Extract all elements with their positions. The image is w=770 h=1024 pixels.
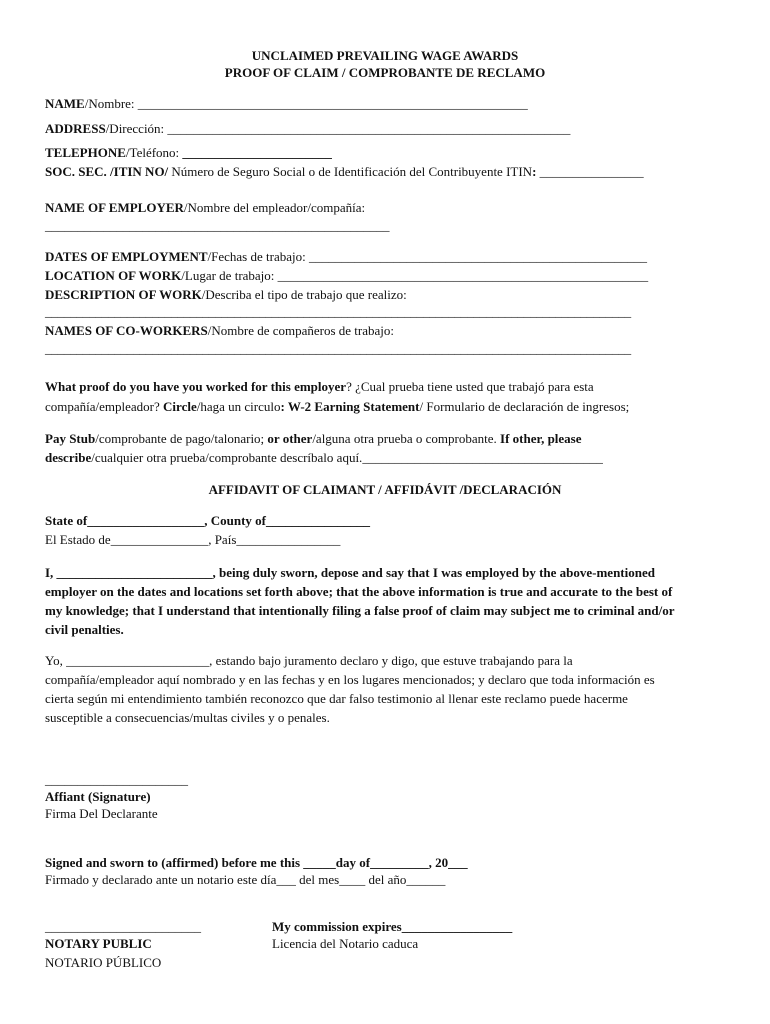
name-blank[interactable]: ____________________________________________________________ — [137, 96, 528, 111]
dates-blank[interactable]: ____________________________________________________ — [308, 249, 647, 264]
employer-label-es: /Nombre del empleador/compañía: — [183, 200, 366, 215]
address-label: ADDRESS — [45, 121, 106, 136]
proof-question-es: ? ¿Cual prueba tiene usted que trabajó para esta — [346, 379, 594, 394]
describe-label: describe — [45, 450, 92, 465]
telephone-blank[interactable]: _______________________ — [182, 145, 332, 160]
notary-block — [45, 917, 201, 972]
other-option-es: /alguna otra prueba o comprobante. — [312, 431, 501, 446]
describe-blank[interactable]: _____________________________________ — [362, 450, 603, 465]
paystub-option[interactable]: Pay Stub — [45, 431, 96, 446]
employer-label: NAME OF EMPLOYER — [45, 200, 184, 215]
address-row — [45, 119, 570, 138]
name-row — [45, 94, 528, 113]
describe-label-es: /cualquier otra prueba/comprobante descríbalo aquí. — [91, 450, 363, 465]
address-label-es: /Dirección: — [105, 121, 168, 136]
affidavit-heading: AFFIDAVIT OF CLAIMANT / AFFIDÁVIT /DECLARACIÓN — [208, 482, 562, 497]
form-subtitle: PROOF OF CLAIM / COMPROBANTE DE RECLAMO — [224, 65, 546, 80]
state-county-row[interactable]: State of__________________, County of________________ — [45, 513, 370, 528]
oath-en-line1: I, ________________________, being duly sworn, depose and say that I was employed by the above-mentioned — [45, 565, 655, 580]
location-label: LOCATION OF WORK — [45, 268, 182, 283]
coworkers-row — [45, 321, 394, 340]
oath-es-line1: Yo, ______________________, estando bajo juramento declaro y digo, que estuve trabajando para la — [45, 653, 573, 668]
coworkers-label: NAMES OF CO-WORKERS — [45, 323, 208, 338]
ssn-blank[interactable]: ________________ — [539, 164, 644, 179]
location-row — [45, 266, 648, 285]
oath-es-line2: compañía/empleador aquí nombrado y en las fechas y en los lugares mencionados; y declaro que toda información es — [45, 672, 655, 687]
location-label-es: /Lugar de trabajo: — [181, 268, 278, 283]
commission-block — [272, 917, 512, 953]
paystub-row — [45, 429, 582, 448]
name-label-es: /Nombre: — [84, 96, 138, 111]
sworn-statement[interactable]: Signed and sworn to (affirmed) before me this _____day of_________, 20___ — [45, 855, 468, 870]
w2-option-es: / Formulario de declaración de ingresos; — [419, 399, 630, 414]
oath-en-line2: employer on the dates and locations set forth above; that the above information is true and accurate to the best of — [45, 584, 673, 599]
describe-row — [45, 448, 603, 467]
description-label-es: /Describa el tipo de trabajo que realizo: — [201, 287, 407, 302]
w2-option[interactable]: : W-2 Earning Statement — [280, 399, 420, 414]
oath-es-line4: susceptible a consecuencias/multas civiles y o penales. — [45, 710, 330, 725]
ssn-label-es: Número de Seguro Social o de Identificación del Contribuyente ITIN — [171, 164, 533, 179]
proof-question — [45, 377, 594, 396]
if-other-label: If other, please — [500, 431, 582, 446]
coworkers-blank[interactable]: _____________________________________________________________________________________________ — [45, 341, 631, 356]
coworkers-label-es: /Nombre de compañeros de trabajo: — [207, 323, 395, 338]
commission-expires[interactable]: My commission expires_________________ — [272, 919, 513, 934]
proof-question-en: What proof do you have you worked for this employer — [45, 379, 347, 394]
paystub-option-es: /comprobante de pago/talonario; — [95, 431, 268, 446]
signature-label-es: Firma Del Declarante — [45, 806, 158, 821]
circle-label: Circle — [163, 399, 197, 414]
dates-label-es: /Fechas de trabajo: — [207, 249, 309, 264]
employer-row — [45, 198, 365, 217]
estado-pais-row[interactable]: El Estado de_______________, País________________ — [45, 532, 341, 547]
telephone-label-es: /Teléfono: — [125, 145, 183, 160]
notary-label: NOTARY PUBLIC — [45, 936, 152, 951]
telephone-row — [45, 143, 332, 162]
form-title: UNCLAIMED PREVAILING WAGE AWARDS — [251, 48, 519, 63]
sworn-statement-es[interactable]: Firmado y declarado ante un notario este día___ del mes____ del año______ — [45, 872, 446, 887]
commission-expires-es: Licencia del Notario caduca — [272, 936, 419, 951]
oath-en-line3: my knowledge; that I understand that intentionally filing a false proof of claim may subject me to criminal and/or — [45, 603, 675, 618]
dates-row — [45, 247, 647, 266]
employer-blank[interactable]: _____________________________________________________ — [45, 218, 390, 233]
signature-label: Affiant (Signature) — [45, 789, 151, 804]
oath-en-line4: civil penalties. — [45, 622, 124, 637]
description-blank[interactable]: _____________________________________________________________________________________________ — [45, 304, 631, 319]
proof-options — [45, 397, 629, 416]
location-blank[interactable]: _________________________________________________________ — [277, 268, 649, 283]
proof-line2: compañía/empleador? — [45, 399, 164, 414]
ssn-row — [45, 162, 644, 181]
description-label: DESCRIPTION OF WORK — [45, 287, 202, 302]
ssn-colon: : — [532, 164, 540, 179]
telephone-label: TELEPHONE — [45, 145, 126, 160]
ssn-label: SOC. SEC. /ITIN NO/ — [45, 164, 172, 179]
oath-es-line3: cierta según mi entendimiento también reconozco que dar falso testimonio al llenar este reclamo puede hacerme — [45, 691, 628, 706]
notary-label-es: NOTARIO PÚBLICO — [45, 955, 162, 970]
notary-signature-line[interactable]: ________________________ — [45, 919, 201, 934]
signature-line[interactable]: ______________________ — [45, 772, 188, 787]
address-blank[interactable]: ______________________________________________________________ — [167, 121, 571, 136]
name-label: NAME — [45, 96, 85, 111]
dates-label: DATES OF EMPLOYMENT — [45, 249, 208, 264]
circle-label-es: /haga un circulo — [196, 399, 281, 414]
other-option[interactable]: or other — [267, 431, 313, 446]
